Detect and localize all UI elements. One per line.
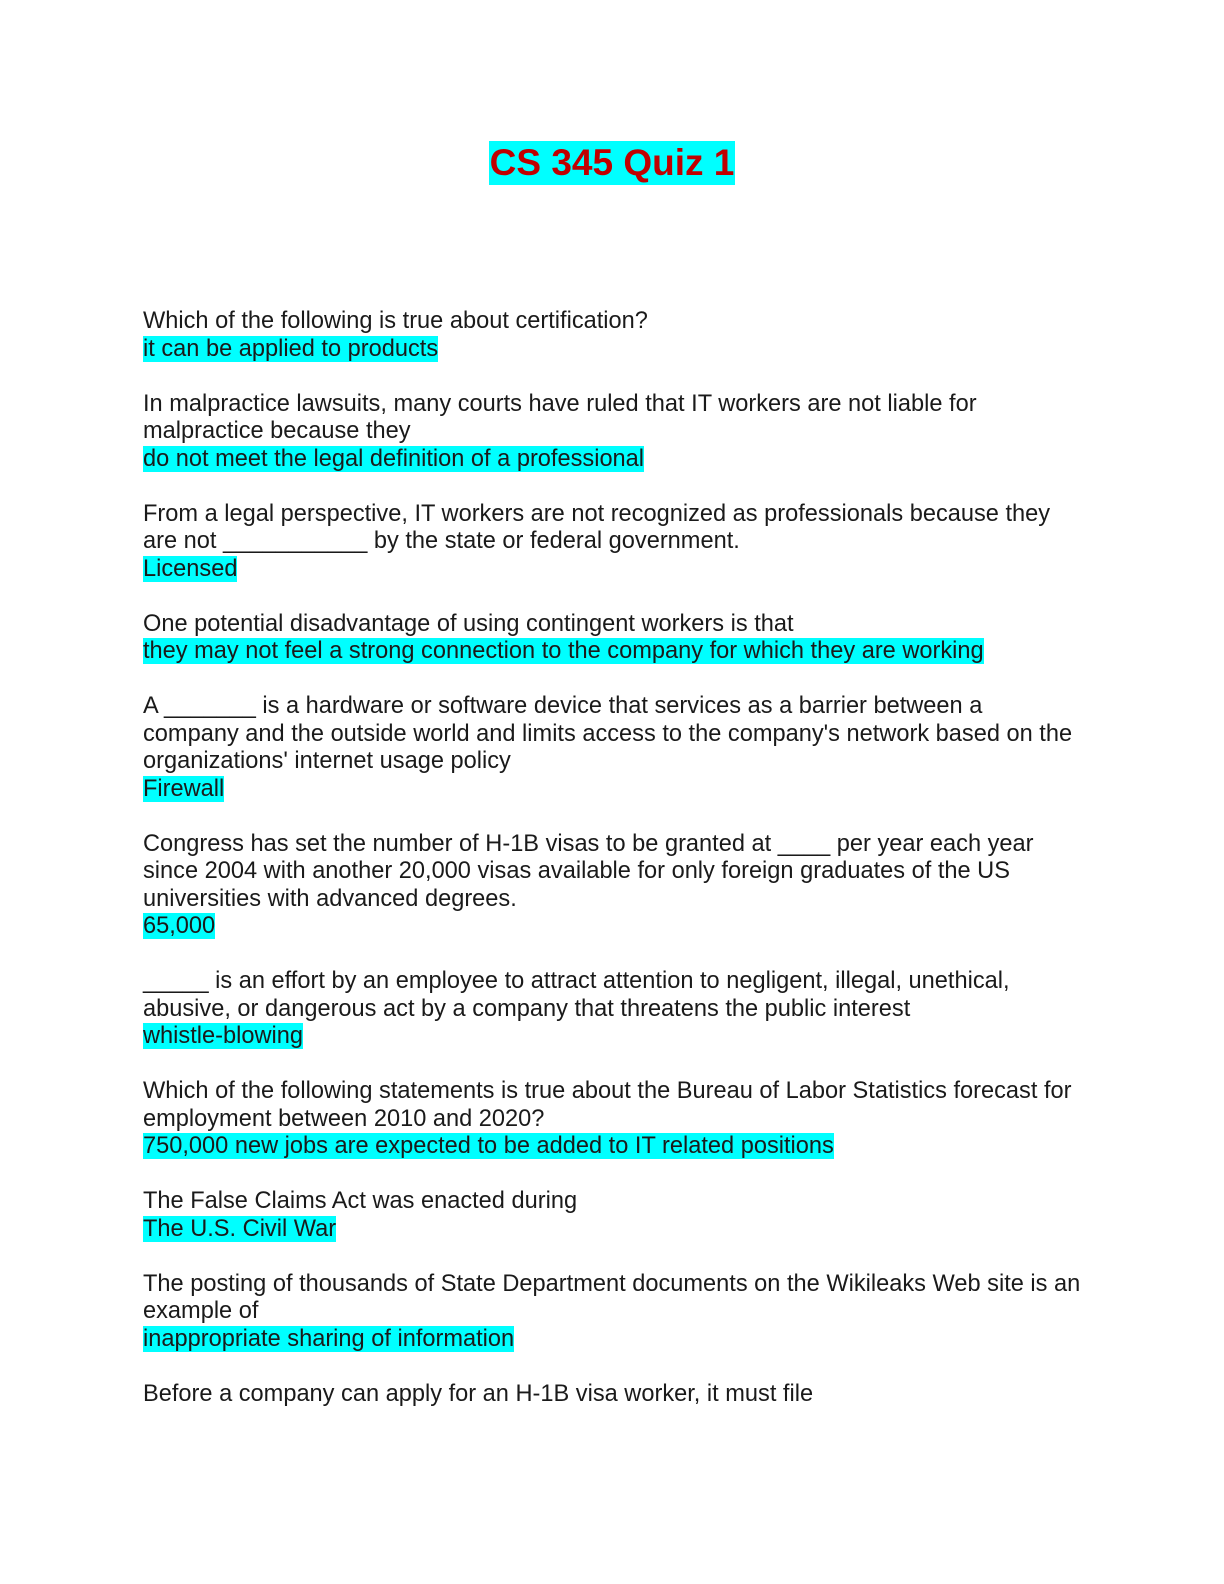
question-text: Congress has set the number of H-1B visas to be granted at ____ per year each year since 2004 with another 20,000 visas available for only foreign graduates of the US universities with advanced degrees. [143, 830, 1034, 912]
qa-item [143, 391, 1083, 474]
answer [143, 1133, 1083, 1161]
answer [143, 776, 1083, 804]
qa-item [143, 1078, 1083, 1161]
answer [143, 1023, 1083, 1051]
question-text: Before a company can apply for an H-1B visa worker, it must file [143, 1380, 814, 1407]
answer [143, 336, 1083, 364]
answer-highlight: they may not feel a strong connection to the company for which they are working [143, 638, 984, 664]
page-title: CS 345 Quiz 1 [489, 142, 735, 183]
qa-item [143, 308, 1083, 363]
answer-highlight: 65,000 [143, 913, 216, 939]
question-text: _____ is an effort by an employee to attract attention to negligent, illegal, unethical, abusive, or dangerous act by a company that threatens the public interest [143, 968, 1010, 1022]
answer-highlight: whistle-blowing [143, 1023, 303, 1049]
qa-item [143, 968, 1083, 1051]
answer-highlight: 750,000 new jobs are expected to be added to IT related positions [143, 1133, 834, 1159]
answer [143, 913, 1083, 941]
qa-item [143, 693, 1083, 803]
answer-highlight: it can be applied to products [143, 335, 439, 362]
answer-highlight: Firewall [143, 775, 225, 802]
qa-item [143, 1271, 1083, 1354]
answer [143, 556, 1083, 584]
answer [143, 446, 1083, 474]
question-list [143, 308, 1083, 1436]
qa-item [143, 1381, 1083, 1409]
question-text: Which of the following statements is true about the Bureau of Labor Statistics forecast for employment between 2010 and 2020? [143, 1078, 1072, 1132]
answer [143, 1326, 1083, 1354]
question-text: The posting of thousands of State Department documents on the Wikileaks Web site is an example of [143, 1270, 1081, 1324]
title-container [0, 141, 1224, 185]
question-text: A _______ is a hardware or software device that services as a barrier between a company and the outside world and limits access to the company's network based on the organizations' internet usage policy [143, 693, 1073, 774]
answer [143, 1216, 1083, 1244]
answer-highlight: do not meet the legal definition of a professional [143, 445, 645, 472]
answer-highlight: inappropriate sharing of information [143, 1325, 515, 1352]
qa-item [143, 831, 1083, 941]
answer [143, 638, 1083, 666]
qa-item [143, 611, 1083, 666]
answer-highlight: The U.S. Civil War [143, 1215, 337, 1242]
question-text: In malpractice lawsuits, many courts have ruled that IT workers are not liable for malpractice because they [143, 390, 977, 444]
answer-highlight: Licensed [143, 555, 238, 582]
question-text: From a legal perspective, IT workers are not recognized as professionals because they are not ___________ by the state or federal government. [143, 500, 1051, 554]
question-text: One potential disadvantage of using contingent workers is that [143, 610, 794, 637]
question-text: Which of the following is true about certification? [143, 308, 648, 334]
qa-item [143, 1188, 1083, 1243]
question-text: The False Claims Act was enacted during [143, 1188, 578, 1214]
qa-item [143, 501, 1083, 584]
